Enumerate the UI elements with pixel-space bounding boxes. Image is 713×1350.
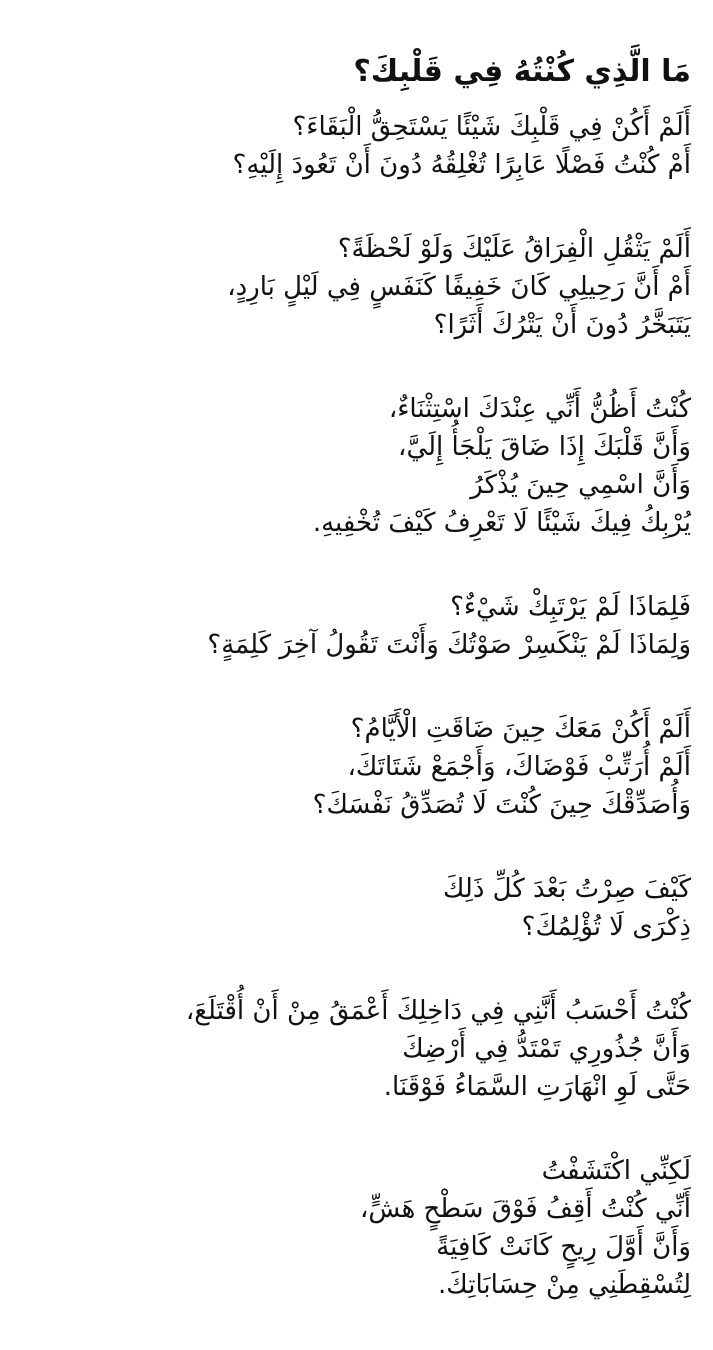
stanza xyxy=(22,870,691,946)
poem-line: أَمْ أَنَّ رَحِيلِي كَانَ خَفِيفًا كَنَفَسٍ فِي لَيْلٍ بَارِدٍ، xyxy=(227,272,691,302)
poem-line: لِتُسْقِطَنِي مِنْ حِسَابَاتِكَ. xyxy=(438,1270,691,1300)
poem-line: وَلِمَاذَا لَمْ يَنْكَسِرْ صَوْتُكَ وَأَنْتَ تَقُولُ آخِرَ كَلِمَةٍ؟ xyxy=(207,630,691,660)
poem-line: أَلَمْ أَكُنْ مَعَكَ حِينَ ضَاقَتِ الْأَيَّامُ؟ xyxy=(350,714,691,744)
poem-title: مَا الَّذِي كُنْتُهُ فِي قَلْبِكَ؟ xyxy=(353,54,691,89)
poem-line: فَلِمَاذَا لَمْ يَرْتَبِكْ شَيْءٌ؟ xyxy=(450,592,691,622)
poem-line: وَأَنَّ جُذُورِي تَمْتَدُّ فِي أَرْضِكَ xyxy=(402,1034,691,1064)
poem-line: وَأُصَدِّقْكَ حِينَ كُنْتَ لَا تُصَدِّقُ نَفْسَكَ؟ xyxy=(312,790,691,820)
stanza xyxy=(22,710,691,824)
poem-line: أَلَمْ يَثْقُلِ الْفِرَاقُ عَلَيْكَ وَلَوْ لَحْظَةً؟ xyxy=(337,234,691,264)
poem-line: كُنْتُ أَحْسَبُ أَنَّنِي فِي دَاخِلِكَ أَعْمَقُ مِنْ أَنْ أُقْتَلَعَ، xyxy=(185,996,691,1026)
poem-line: وَأَنَّ اسْمِي حِينَ يُذْكَرُ xyxy=(470,470,691,500)
stanza xyxy=(22,108,691,184)
stanza xyxy=(22,230,691,344)
poem-line: كُنْتُ أَظُنُّ أَنِّي عِنْدَكَ اسْتِثْنَاءٌ، xyxy=(388,394,691,424)
poem-line: وَأَنَّ قَلْبَكَ إِذَا ضَاقَ يَلْجَأُ إِلَيَّ، xyxy=(398,432,691,462)
stanza xyxy=(22,1152,691,1304)
poem-line: وَأَنَّ أَوَّلَ رِيحٍ كَانَتْ كَافِيَةً xyxy=(436,1232,691,1262)
poem-line: حَتَّى لَوِ انْهَارَتِ السَّمَاءُ فَوْقَنَا. xyxy=(383,1072,691,1102)
stanza xyxy=(22,390,691,542)
poem-line: لَكِنِّي اكْتَشَفْتُ xyxy=(541,1156,691,1186)
stanza xyxy=(22,588,691,664)
poem-line: أَمْ كُنْتُ فَصْلًا عَابِرًا تُغْلِقُهُ دُونَ أَنْ تَعُودَ إِلَيْهِ؟ xyxy=(232,150,691,180)
poem-line: كَيْفَ صِرْتُ بَعْدَ كُلِّ ذَلِكَ xyxy=(442,874,691,904)
poem-line: يُرْبِكُ فِيكَ شَيْئًا لَا تَعْرِفُ كَيْفَ تُخْفِيهِ. xyxy=(312,508,691,538)
poem-line: أَنِّي كُنْتُ أَقِفُ فَوْقَ سَطْحٍ هَشٍّ، xyxy=(360,1194,691,1224)
poem-line: يَتَبَخَّرُ دُونَ أَنْ يَتْرُكَ أَثَرًا؟ xyxy=(433,310,691,340)
poem-line: أَلَمْ أُرَتِّبْ فَوْضَاكَ، وَأَجْمَعْ شَتَاتَكَ، xyxy=(347,752,691,782)
stanza xyxy=(22,992,691,1106)
poem-line: ذِكْرَى لَا تُؤْلِمُكَ؟ xyxy=(521,912,691,942)
poem-body xyxy=(22,108,691,1350)
poem-line: أَلَمْ أَكُنْ فِي قَلْبِكَ شَيْئًا يَسْتَحِقُّ الْبَقَاءَ؟ xyxy=(292,112,691,142)
